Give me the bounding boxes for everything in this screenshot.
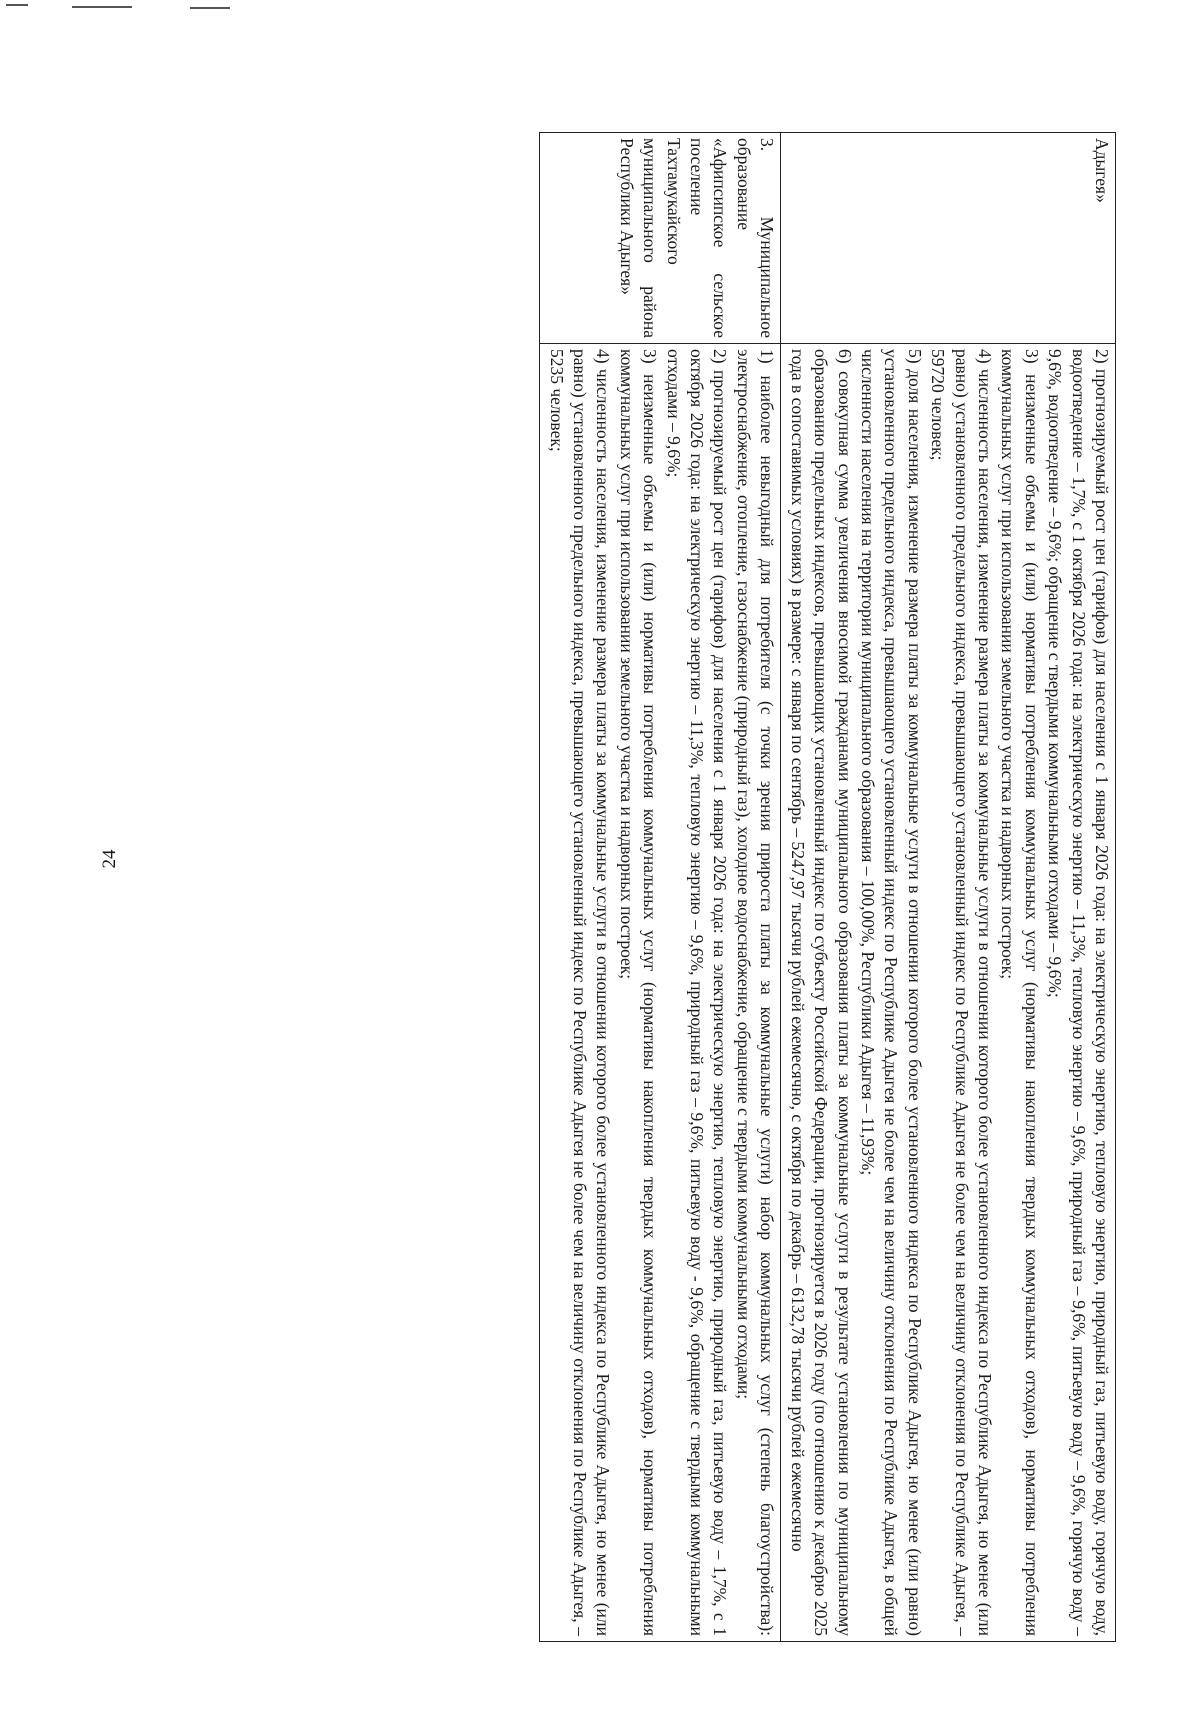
list-item: 2) прогнозируемый рост цен (тарифов) для населения с 1 января 2026 года: на электрическую энергию, тепловую энергию, природный газ, питьевую воду, горячую воду, водоотведение – 1,7%, с 1 октября 2026 года: на электрическую энергию – 11,3%, тепловую энергию – 9,6%, природный газ – 9,6%, питьевую воду – 9,6%, горячую воду – 9,6%, водоотведение – 9,6%; обращение с твердыми коммунальными отходами – 9,6%; bbox=[1045, 349, 1112, 1636]
document-table bbox=[539, 132, 1116, 1642]
row-title-cell bbox=[540, 133, 781, 344]
list-item: 4) численность населения, изменение размера платы за коммунальные услуги в отношении которого более установленного индекса по Республике Адыгея, но менее (или равно) установленного предельного индекса, превышающего установленный индекс по Республике Адыгея не более чем на величину отклонения по Республике Адыгея, – 5235 человек; bbox=[546, 349, 614, 1636]
scan-mark-top-right bbox=[190, 7, 230, 9]
scan-mark-top bbox=[72, 6, 132, 8]
row-content-cell bbox=[781, 344, 1116, 1642]
list-item: 3) неизменные объемы и (или) нормативы потребления коммунальных услуг (нормативы накопления твердых коммунальных отходов), нормативы потребления коммунальных услуг при использовании земельного участка и надворных построек; bbox=[616, 349, 661, 1636]
list-item: 3) неизменные объемы и (или) нормативы потребления коммунальных услуг (нормативы накопления твердых коммунальных отходов), нормативы потребления коммунальных услуг при использовании земельного участка и надворных построек; bbox=[998, 349, 1042, 1636]
list-item: 6) совокупная сумма увеличения вносимой гражданами муниципального образования платы за коммунальные услуги в результате установления по муниципальному образованию предельных индексов, превышающих установленный индекс по субъекту Российской Федерации, прогнозируется в 2026 году (по отношению к декабрю 2025 года в сопоставимых условиях) в размере: с января по сентябрь – 5247,97 тысячи рублей ежемесячно, с октября по декабрь – 6132,78 тысячи рублей ежемесячно bbox=[787, 349, 855, 1636]
row-title-cell bbox=[781, 133, 1116, 344]
page-number: 24 bbox=[99, 849, 120, 869]
row-title: Адыгея» bbox=[1092, 138, 1112, 203]
list-item: 4) численность населения, изменение размера платы за коммунальные услуги в отношении которого более установленного индекса по Республике Адыгея, но менее (или равно) установленного предельного индекса, превышающего установленный индекс по Республике Адыгея не более чем на величину отклонения по Республике Адыгея, – 59720 человек; bbox=[928, 349, 995, 1636]
list-item: 2) прогнозируемый рост цен (тарифов) для населения с 1 января 2026 года: на электрическую энергию, тепловую энергию, природный газ, питьевую воду – 1,7%, с 1 октября 2026 года: на электрическую энергию – 11,3%, тепловую энергию – 9,6%, природный газ – 9,6%, питьевую воду - 9,6%, обращение с твердыми коммунальными отходами – 9,6%; bbox=[663, 349, 731, 1636]
rotated-page-content bbox=[141, 132, 1116, 1642]
scan-mark-top-left bbox=[6, 4, 28, 6]
row-title: 3. Муниципальное образование «Афипсипское сельское поселение Тахтамукайского муниципального района Республики Адыгея» bbox=[616, 138, 778, 338]
list-item: 1) наиболее невыгодный для потребителя (с точки зрения прироста платы за коммунальные услуги) набор коммунальных услуг (степень благоустройства): электроснабжение, отопление, газоснабжение (природный газ), холодное водоснабжение, обращение с твердыми коммунальными отходами; bbox=[733, 349, 778, 1636]
row-content-cell bbox=[540, 344, 781, 1642]
table-row bbox=[781, 133, 1116, 1642]
table-row bbox=[540, 133, 781, 1642]
list-item: 5) доля населения, изменение размера платы за коммунальные услуги в отношении которого более установленного индекса по Республике Адыгея, но менее (или равно) установленного предельного индекса, превышающего установленный индекс по Республике Адыгея не более чем на величину отклонения по Республике Адыгея, в общей численности населения на территории муниципального образования – 100,00%, Республики Адыгея – 11,93%; bbox=[857, 349, 925, 1636]
